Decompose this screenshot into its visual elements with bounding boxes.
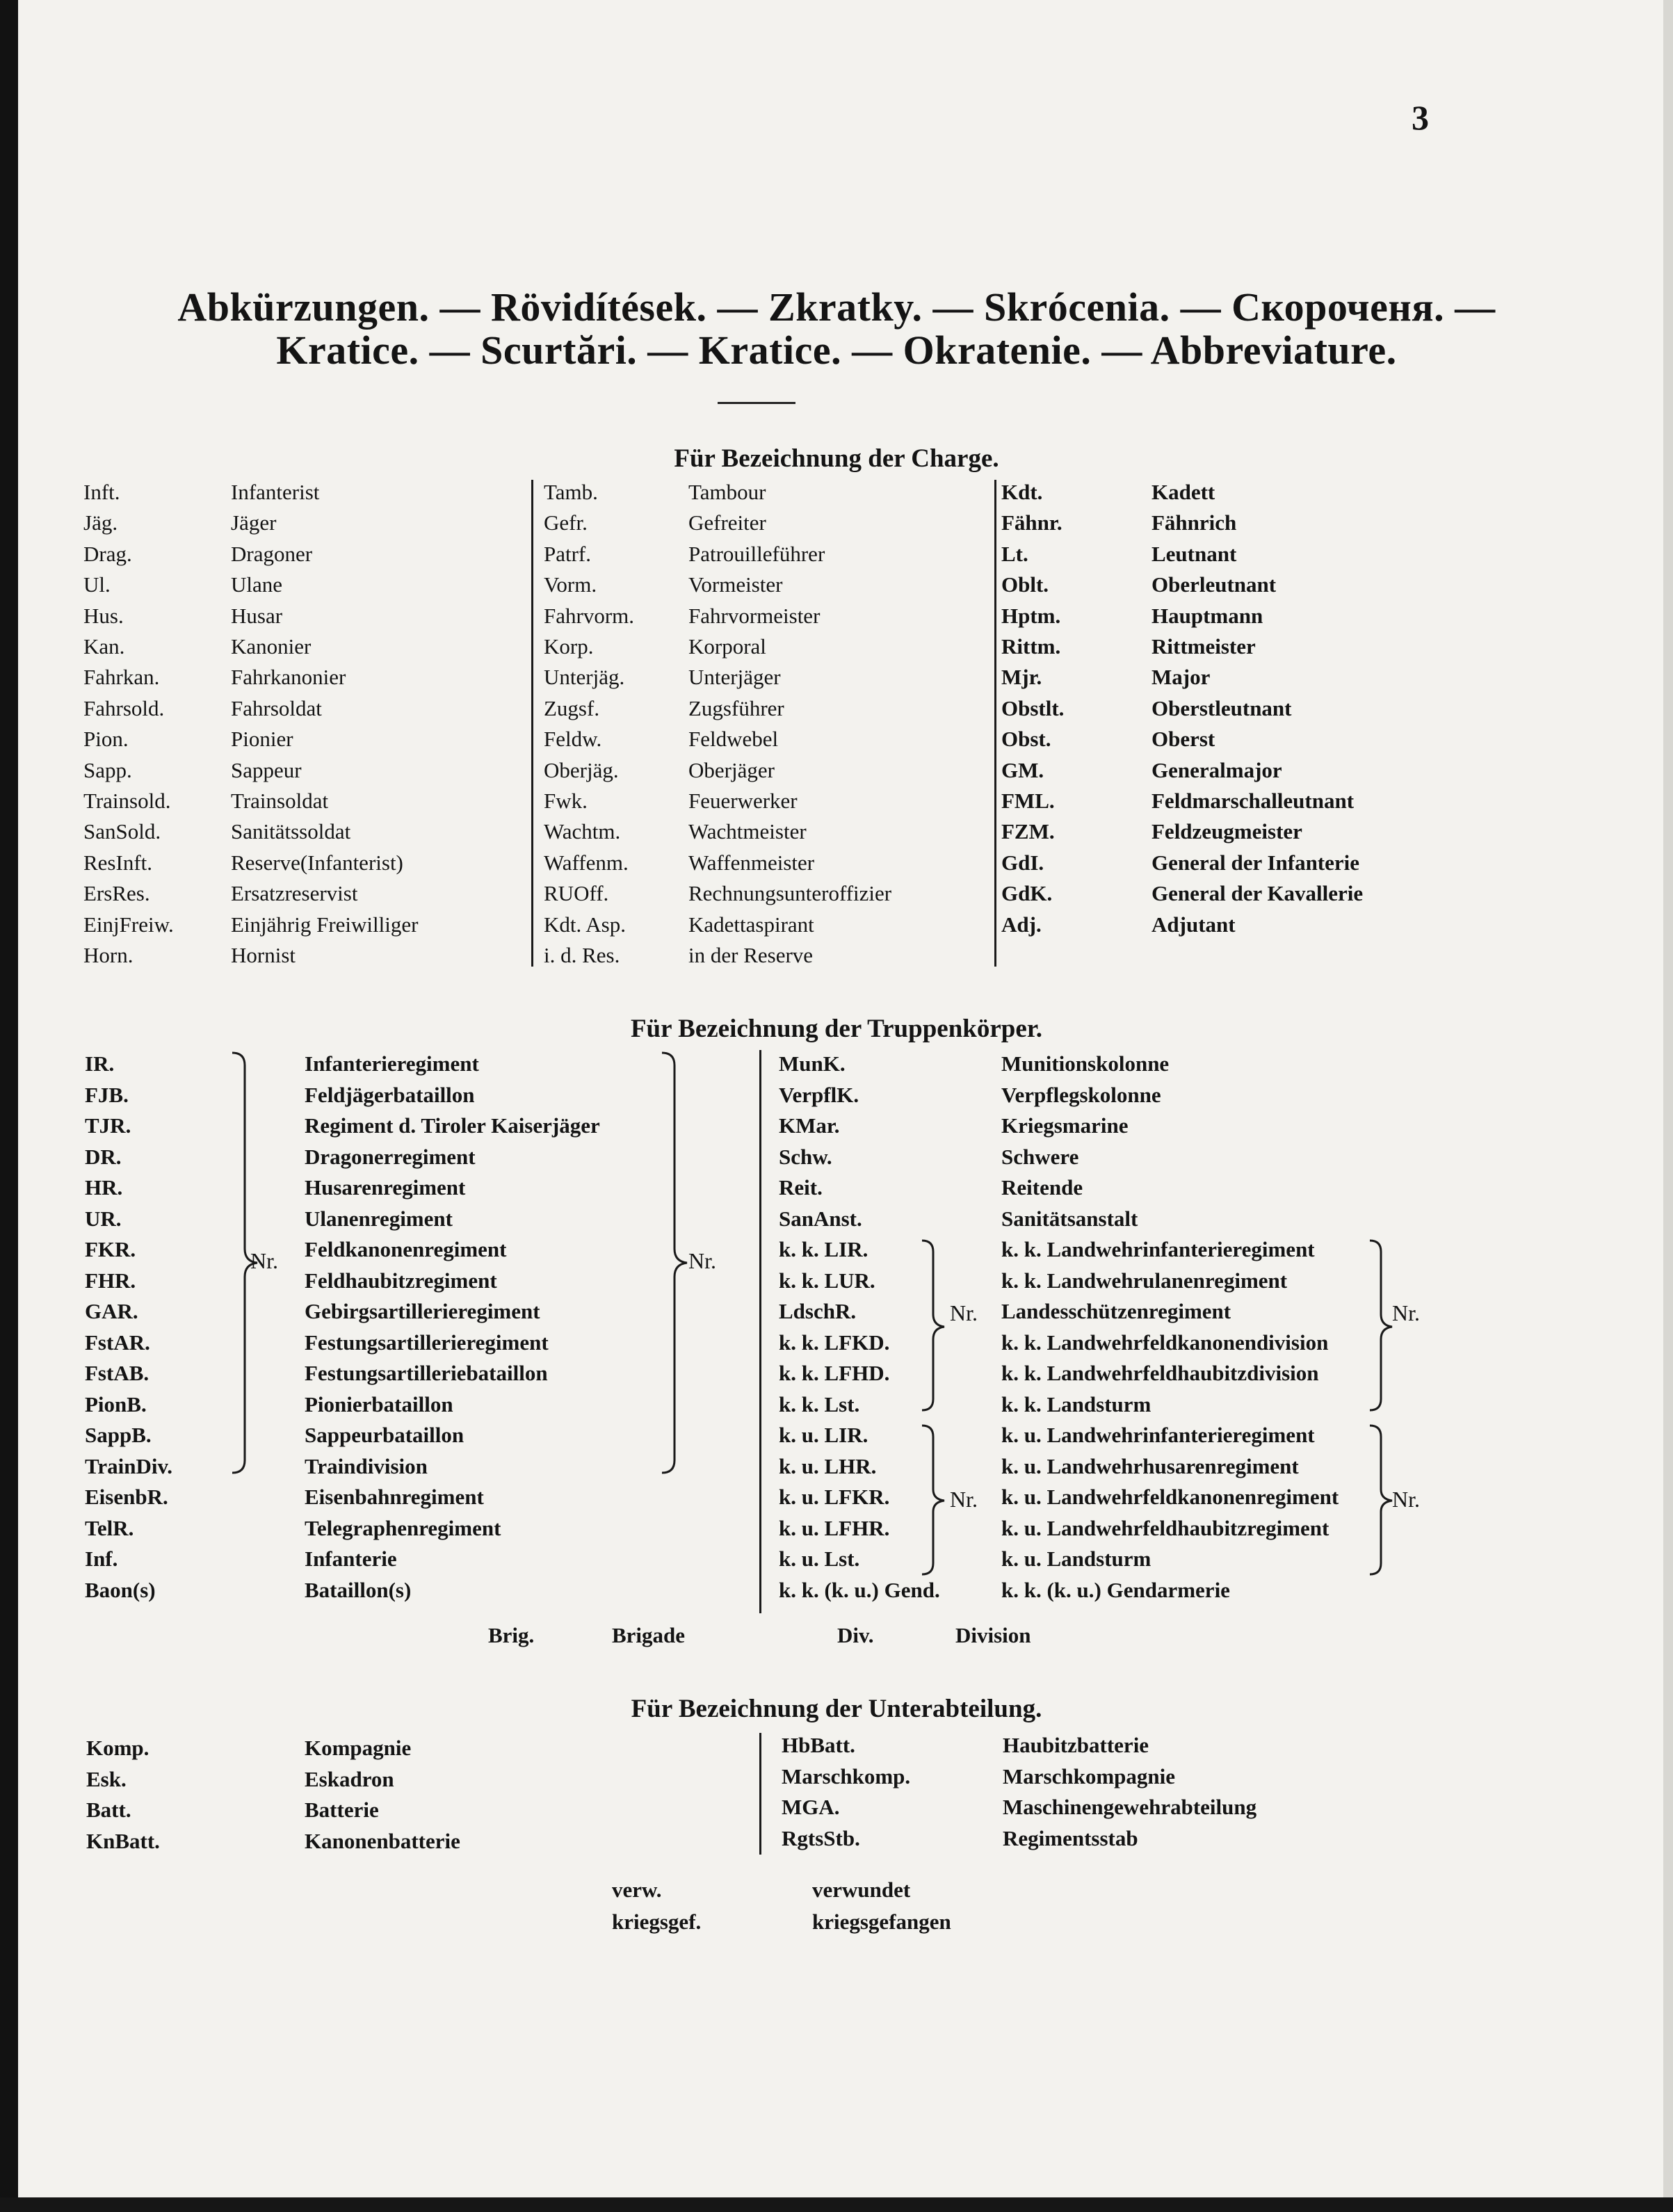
charge-col1-abbr: Pion. bbox=[83, 727, 129, 752]
charge-col1-abbr: ResInft. bbox=[83, 850, 153, 875]
charge-col2-abbr: Oberjäg. bbox=[544, 757, 619, 782]
brace-kk-full bbox=[1367, 1239, 1395, 1413]
truppen-left-abbr: UR. bbox=[85, 1206, 122, 1231]
charge-col2-full: Feldwebel bbox=[688, 727, 779, 752]
charge-col3-abbr: Obst. bbox=[1001, 727, 1051, 752]
charge-col3-abbr: GdK. bbox=[1001, 881, 1053, 906]
charge-col2-abbr: Patrf. bbox=[544, 541, 592, 566]
charge-col1-full: Husar bbox=[231, 603, 283, 628]
truppen-left-abbr: FHR. bbox=[85, 1268, 136, 1293]
truppen-right-full: k. k. (k. u.) Gendarmerie bbox=[1001, 1577, 1230, 1602]
unter-right-abbr: HbBatt. bbox=[782, 1733, 855, 1757]
truppen-right-full: k. k. Landwehrinfanterieregiment bbox=[1001, 1237, 1315, 1261]
charge-col2-abbr: Waffenm. bbox=[544, 850, 629, 875]
charge-col2-full: Unterjäger bbox=[688, 665, 781, 690]
truppen-right-full: k. u. Landwehrfeldkanonenregiment bbox=[1001, 1485, 1339, 1509]
truppen-left-abbr: TrainDiv. bbox=[85, 1453, 173, 1478]
charge-col2-full: Kadettaspirant bbox=[688, 912, 814, 937]
charge-col3-full: Oberleutnant bbox=[1151, 572, 1277, 597]
charge-col3-abbr: Oblt. bbox=[1001, 572, 1049, 597]
truppen-left-abbr: TelR. bbox=[85, 1515, 134, 1540]
truppen-right-abbr: k. k. (k. u.) Gend. bbox=[779, 1577, 940, 1602]
charge-col1-abbr: Ul. bbox=[83, 572, 111, 597]
truppen-right-abbr: Schw. bbox=[779, 1144, 832, 1169]
charge-col1-full: Trainsoldat bbox=[231, 789, 329, 813]
charge-col2-abbr: RUOff. bbox=[544, 881, 609, 906]
brace-middle-group bbox=[659, 1051, 690, 1474]
charge-col2-full: Oberjäger bbox=[688, 757, 775, 782]
truppen-right-full: k. k. Landwehrfeldkanonendivision bbox=[1001, 1330, 1329, 1355]
unter-left-full: Kompagnie bbox=[305, 1736, 412, 1760]
charge-col3-abbr: FZM. bbox=[1001, 819, 1055, 844]
truppen-left-full: Festungsartillerieregiment bbox=[305, 1330, 549, 1355]
unter-left-abbr: Batt. bbox=[86, 1798, 131, 1822]
charge-col3-full: Hauptmann bbox=[1151, 603, 1263, 628]
truppen-right-full: Reitende bbox=[1001, 1175, 1083, 1200]
charge-col3-full: Feldzeugmeister bbox=[1151, 819, 1302, 844]
truppen-right-full: k. k. Landwehrfeldhaubitzdivision bbox=[1001, 1361, 1319, 1385]
brace-ku-abbr bbox=[919, 1424, 947, 1577]
truppen-left-abbr: Baon(s) bbox=[85, 1577, 156, 1602]
unter-right-abbr: Marschkomp. bbox=[782, 1763, 911, 1789]
nr-label-ku-abbr: Nr. bbox=[950, 1487, 978, 1512]
charge-col3-abbr: Hptm. bbox=[1001, 603, 1061, 628]
truppen-left-full: Feldhaubitzregiment bbox=[305, 1268, 497, 1293]
charge-col1-full: Reserve(Infanterist) bbox=[231, 850, 403, 875]
charge-col1-abbr: EinjFreiw. bbox=[83, 912, 174, 937]
charge-col3-full: Rittmeister bbox=[1151, 634, 1256, 659]
charge-col2-full: Patrouilleführer bbox=[688, 541, 825, 566]
unter-heading: Für Bezeichnung der Unterabteilung. bbox=[631, 1695, 1042, 1723]
truppen-right-full: k. u. Landsturm bbox=[1001, 1547, 1151, 1571]
truppen-right-abbr: k. k. LIR. bbox=[779, 1237, 868, 1261]
nr-label-kk-full: Nr. bbox=[1392, 1300, 1420, 1325]
unter-left-full: Eskadron bbox=[305, 1766, 394, 1791]
nr-label-ku-full: Nr. bbox=[1392, 1487, 1420, 1512]
truppen-left-full: Husarenregiment bbox=[305, 1175, 466, 1200]
scan-edge-bottom bbox=[0, 2197, 1673, 2212]
truppen-right-abbr: KMar. bbox=[779, 1113, 840, 1138]
charge-col3-abbr: Lt. bbox=[1001, 541, 1028, 566]
unter-left-abbr: Esk. bbox=[86, 1766, 127, 1791]
truppen-left-abbr: FJB. bbox=[85, 1082, 129, 1107]
truppen-left-abbr: FstAR. bbox=[85, 1330, 150, 1355]
truppen-right-abbr: k. k. LFKD. bbox=[779, 1330, 890, 1355]
truppen-left-full: Regiment d. Tiroler Kaiserjäger bbox=[305, 1113, 600, 1138]
title-line-2: Kratice. — Scurtări. — Kratice. — Okratenie. — Abbreviature. bbox=[276, 328, 1397, 373]
charge-divider-2 bbox=[994, 480, 996, 967]
truppen-extra-full: Brigade bbox=[612, 1623, 686, 1647]
truppen-right-abbr: Reit. bbox=[779, 1175, 823, 1200]
truppen-left-full: Infanterie bbox=[305, 1547, 397, 1571]
truppen-right-abbr: k. k. LUR. bbox=[779, 1268, 875, 1293]
charge-col1-abbr: Drag. bbox=[83, 541, 132, 566]
charge-col2-full: Korporal bbox=[688, 634, 766, 659]
charge-col1-abbr: Kan. bbox=[83, 634, 125, 659]
charge-col1-full: Einjährig Freiwilliger bbox=[231, 912, 419, 937]
charge-col3-full: General der Infanterie bbox=[1151, 850, 1360, 875]
charge-col2-abbr: Vorm. bbox=[544, 572, 597, 597]
truppen-right-full: Landesschützenregiment bbox=[1001, 1299, 1231, 1323]
truppen-right-full: Kriegsmarine bbox=[1001, 1113, 1129, 1138]
truppen-divider bbox=[759, 1050, 761, 1613]
truppen-right-full: Verpflegskolonne bbox=[1001, 1082, 1161, 1107]
charge-col2-full: Tambour bbox=[688, 480, 766, 504]
charge-col1-abbr: Jäg. bbox=[83, 510, 118, 535]
charge-col3-abbr: Mjr. bbox=[1001, 665, 1042, 690]
charge-col1-full: Dragoner bbox=[231, 541, 313, 566]
truppen-left-full: Dragonerregiment bbox=[305, 1144, 476, 1169]
charge-col1-abbr: Hus. bbox=[83, 603, 124, 628]
charge-col3-full: Adjutant bbox=[1151, 912, 1236, 937]
nr-label-left: Nr. bbox=[250, 1248, 278, 1273]
truppen-right-abbr: k. u. LIR. bbox=[779, 1423, 868, 1447]
unter-extra-abbr: verw. bbox=[612, 1878, 662, 1902]
charge-col3-abbr: Adj. bbox=[1001, 912, 1042, 937]
truppen-left-full: Pionierbataillon bbox=[305, 1391, 453, 1416]
charge-col2-abbr: Zugsf. bbox=[544, 695, 600, 720]
charge-col2-abbr: Fahrvorm. bbox=[544, 603, 635, 628]
charge-col2-full: Gefreiter bbox=[688, 510, 766, 535]
charge-col2-full: Rechnungsunteroffizier bbox=[688, 881, 892, 906]
unter-right-full: Haubitzbatterie bbox=[1003, 1733, 1149, 1757]
charge-col2-full: Zugsführer bbox=[688, 695, 784, 720]
charge-col2-full: Wachtmeister bbox=[688, 819, 807, 844]
charge-col2-full: Waffenmeister bbox=[688, 850, 815, 875]
charge-col2-abbr: Gefr. bbox=[544, 510, 588, 535]
unter-left-abbr: Komp. bbox=[86, 1736, 149, 1760]
truppen-right-abbr: k. k. LFHD. bbox=[779, 1361, 890, 1385]
truppen-right-abbr: k. u. LHR. bbox=[779, 1453, 877, 1478]
truppen-right-full: k. u. Landwehrfeldhaubitzregiment bbox=[1001, 1515, 1329, 1540]
title-rule bbox=[718, 402, 795, 404]
charge-col2-full: Feuerwerker bbox=[688, 789, 798, 813]
unter-extra-full: kriegsgefangen bbox=[812, 1910, 951, 1934]
charge-col1-abbr: Horn. bbox=[83, 943, 134, 967]
charge-col3-full: Fähnrich bbox=[1151, 510, 1237, 535]
charge-col1-full: Infanterist bbox=[231, 480, 320, 504]
charge-col3-abbr: Rittm. bbox=[1001, 634, 1061, 659]
charge-col1-abbr: SanSold. bbox=[83, 819, 161, 844]
truppen-left-abbr: HR. bbox=[85, 1175, 123, 1200]
charge-col3-abbr: GM. bbox=[1001, 757, 1044, 782]
charge-col3-full: General der Kavallerie bbox=[1151, 881, 1364, 906]
charge-col3-full: Feldmarschalleutnant bbox=[1151, 789, 1355, 813]
truppen-extra-abbr: Brig. bbox=[488, 1623, 535, 1647]
truppen-left-full: Feldkanonenregiment bbox=[305, 1237, 507, 1261]
nr-label-middle: Nr. bbox=[688, 1248, 716, 1273]
charge-col2-full: in der Reserve bbox=[688, 943, 814, 967]
unter-right-abbr: MGA. bbox=[782, 1795, 840, 1819]
charge-col2-abbr: Tamb. bbox=[544, 480, 598, 504]
truppen-left-full: Traindivision bbox=[305, 1453, 428, 1478]
truppen-right-abbr: SanAnst. bbox=[779, 1206, 862, 1231]
unter-right-full: Regimentsstab bbox=[1003, 1825, 1138, 1850]
truppen-right-abbr: k. k. Lst. bbox=[779, 1391, 860, 1416]
truppen-extra-full: Division bbox=[955, 1623, 1031, 1647]
truppen-left-abbr: Inf. bbox=[85, 1547, 118, 1571]
truppen-right-full: k. u. Landwehrinfanterieregiment bbox=[1001, 1423, 1315, 1447]
truppen-left-full: Sappeurbataillon bbox=[305, 1423, 464, 1447]
charge-col1-abbr: Sapp. bbox=[83, 757, 132, 782]
truppen-left-full: Telegraphenregiment bbox=[305, 1515, 501, 1540]
charge-col1-full: Ulane bbox=[231, 572, 283, 597]
unter-left-full: Batterie bbox=[305, 1798, 379, 1822]
truppen-left-abbr: PionB. bbox=[85, 1391, 147, 1416]
charge-col1-full: Jäger bbox=[231, 510, 277, 535]
truppen-left-full: Festungsartilleriebataillon bbox=[305, 1361, 548, 1385]
truppen-right-abbr: k. u. Lst. bbox=[779, 1547, 860, 1571]
truppen-heading: Für Bezeichnung der Truppenkörper. bbox=[630, 1015, 1043, 1043]
charge-heading: Für Bezeichnung der Charge. bbox=[674, 444, 999, 473]
charge-col1-full: Fahrkanonier bbox=[231, 665, 346, 690]
charge-col3-full: Major bbox=[1151, 665, 1211, 690]
charge-col3-abbr: Kdt. bbox=[1001, 480, 1043, 504]
truppen-left-abbr: TJR. bbox=[85, 1113, 131, 1138]
truppen-left-abbr: IR. bbox=[85, 1051, 115, 1076]
truppen-left-abbr: GAR. bbox=[85, 1299, 138, 1323]
charge-col1-abbr: Inft. bbox=[83, 480, 120, 504]
charge-col3-full: Oberst bbox=[1151, 727, 1215, 752]
truppen-right-full: k. k. Landsturm bbox=[1001, 1391, 1151, 1416]
unter-extra-full: verwundet bbox=[812, 1878, 911, 1902]
truppen-left-full: Bataillon(s) bbox=[305, 1577, 412, 1602]
charge-col1-abbr: Fahrsold. bbox=[83, 695, 165, 720]
truppen-left-full: Ulanenregiment bbox=[305, 1206, 453, 1231]
charge-col1-full: Kanonier bbox=[231, 634, 312, 659]
truppen-left-full: Gebirgsartillerieregiment bbox=[305, 1299, 540, 1323]
charge-divider-1 bbox=[531, 480, 533, 967]
charge-col1-full: Hornist bbox=[231, 943, 296, 967]
unter-divider bbox=[759, 1733, 761, 1855]
truppen-left-full: Feldjägerbataillon bbox=[305, 1082, 475, 1107]
truppen-left-full: Eisenbahnregiment bbox=[305, 1485, 484, 1509]
charge-col1-full: Pionier bbox=[231, 727, 293, 752]
charge-col2-abbr: Feldw. bbox=[544, 727, 602, 752]
truppen-extra-abbr: Div. bbox=[837, 1623, 874, 1647]
charge-col3-abbr: Obstlt. bbox=[1001, 695, 1065, 720]
truppen-right-full: Schwere bbox=[1001, 1144, 1079, 1169]
charge-col1-full: Ersatzreservist bbox=[231, 881, 358, 906]
charge-col2-abbr: Kdt. Asp. bbox=[544, 912, 626, 937]
charge-col3-full: Oberstleutnant bbox=[1151, 695, 1292, 720]
charge-col3-abbr: GdI. bbox=[1001, 850, 1044, 875]
truppen-right-abbr: LdschR. bbox=[779, 1299, 857, 1323]
page-number: 3 bbox=[1412, 98, 1429, 137]
truppen-left-abbr: FstAB. bbox=[85, 1361, 149, 1385]
title-line-1: Abkürzungen. — Rövidítések. — Zkratky. — Skrócenia. — Скороченя. — bbox=[177, 284, 1496, 330]
truppen-right-abbr: MunK. bbox=[779, 1051, 846, 1076]
brace-kk-abbr bbox=[919, 1239, 947, 1413]
charge-col1-abbr: Fahrkan. bbox=[83, 665, 160, 690]
charge-col3-full: Leutnant bbox=[1151, 541, 1237, 566]
truppen-right-full: Sanitätsanstalt bbox=[1001, 1206, 1138, 1231]
charge-col2-abbr: Wachtm. bbox=[544, 819, 621, 844]
charge-col2-abbr: Unterjäg. bbox=[544, 665, 625, 690]
truppen-right-abbr: k. u. LFKR. bbox=[779, 1485, 890, 1509]
charge-col2-full: Fahrvormeister bbox=[688, 603, 821, 628]
charge-col1-full: Sanitätssoldat bbox=[231, 819, 351, 844]
truppen-left-abbr: SappB. bbox=[85, 1423, 152, 1447]
truppen-right-full: k. k. Landwehrulanenregiment bbox=[1001, 1268, 1288, 1293]
unter-extra-abbr: kriegsgef. bbox=[612, 1910, 702, 1934]
brace-ku-full bbox=[1367, 1424, 1395, 1577]
truppen-left-abbr: FKR. bbox=[85, 1237, 136, 1261]
nr-label-kk-abbr: Nr. bbox=[950, 1300, 978, 1325]
charge-col2-abbr: i. d. Res. bbox=[544, 943, 620, 967]
charge-col1-abbr: Trainsold. bbox=[83, 789, 171, 813]
unter-right-full: Maschinengewehrabteilung bbox=[1003, 1795, 1257, 1819]
charge-col2-abbr: Korp. bbox=[544, 634, 594, 659]
charge-col2-full: Vormeister bbox=[688, 572, 783, 597]
unter-left-full: Kanonenbatterie bbox=[305, 1828, 460, 1853]
charge-col3-full: Generalmajor bbox=[1151, 757, 1282, 782]
unter-left-abbr: KnBatt. bbox=[86, 1828, 160, 1853]
truppen-left-full: Infanterieregiment bbox=[305, 1051, 479, 1076]
charge-col3-abbr: FML. bbox=[1001, 789, 1055, 813]
truppen-right-abbr: k. u. LFHR. bbox=[779, 1515, 890, 1540]
charge-col3-full: Kadett bbox=[1151, 480, 1215, 504]
charge-col1-abbr: ErsRes. bbox=[83, 881, 150, 906]
truppen-right-full: Munitionskolonne bbox=[1001, 1051, 1170, 1076]
unter-right-full: Marschkompagnie bbox=[1003, 1763, 1175, 1789]
charge-col1-full: Fahrsoldat bbox=[231, 695, 322, 720]
unter-right-abbr: RgtsStb. bbox=[782, 1825, 860, 1850]
charge-col2-abbr: Fwk. bbox=[544, 789, 588, 813]
charge-col1-full: Sappeur bbox=[231, 757, 302, 782]
truppen-left-abbr: EisenbR. bbox=[85, 1485, 168, 1509]
truppen-right-abbr: VerpflK. bbox=[779, 1082, 859, 1107]
charge-col3-abbr: Fähnr. bbox=[1001, 510, 1062, 535]
truppen-right-full: k. u. Landwehrhusarenregiment bbox=[1001, 1453, 1299, 1478]
truppen-left-abbr: DR. bbox=[85, 1144, 122, 1169]
